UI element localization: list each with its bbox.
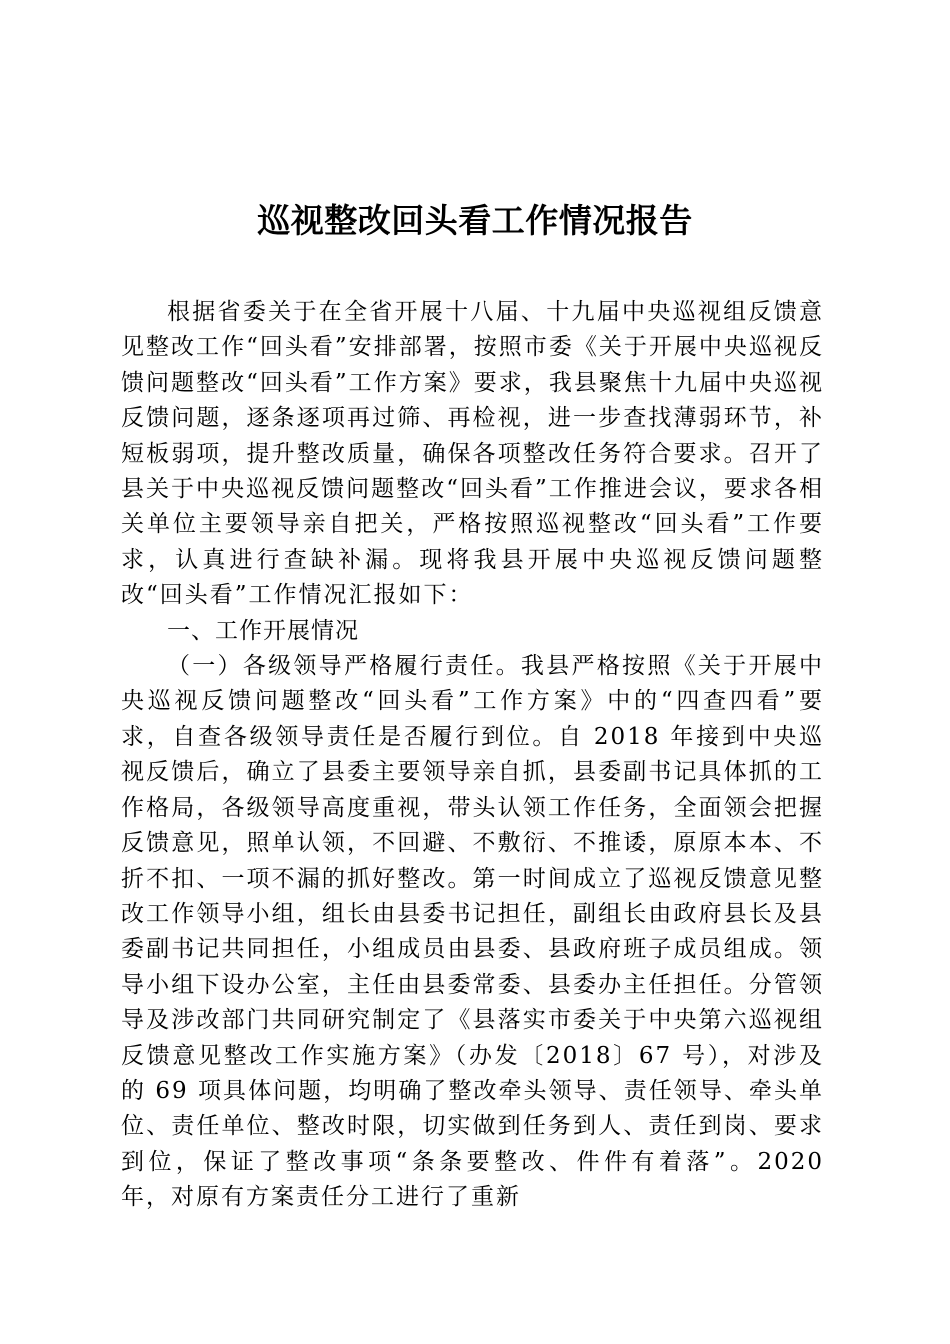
document-body	[121, 295, 824, 1216]
document-title: 巡视整改回头看工作情况报告	[257, 201, 693, 240]
subsection-paragraph	[121, 649, 824, 1216]
subsection-heading: （一）各级领导严格履行责任。	[167, 653, 521, 680]
section-heading: 一、工作开展情况	[167, 617, 359, 644]
intro-paragraph: 根据省委关于在全省开展十八届、十九届中央巡视组反馈意见整改工作“回头看”安排部署，按照市委《关于开展中央巡视反馈问题整改“回头看”工作方案》要求，我县聚焦十九届中央巡视反馈问题，逐条逐项再过筛、再检视，进一步查找薄弱环节，补短板弱项，提升整改质量，确保各项整改任务符合要求。召开了县关于中央巡视反馈问题整改“回头看”工作推进会议，要求各相关单位主要领导亲自把关，严格按照巡视整改“回头看”工作要求，认真进行查缺补漏。现将我县开展中央巡视反馈问题整改“回头看”工作情况汇报如下：	[121, 299, 824, 609]
subsection-body: 我县严格按照《关于开展中央巡视反馈问题整改“回头看”工作方案》中的“四查四看”要求，自查各级领导责任是否履行到位。自 2018 年接到中央巡视反馈后，确立了县委主要领导亲自抓，县委副书记具体抓的工作格局，各级领导高度重视，带头认领工作任务，全面领会把握反馈意见，照单认领，不回避、不敷衍、不推诿，原原本本、不折不扣、一项不漏的抓好整改。第一时间成立了巡视反馈意见整改工作领导小组，组长由县委书记担任，副组长由政府县长及县委副书记共同担任，小组成员由县委、县政府班子成员组成。领导小组下设办公室，主任由县委常委、县委办主任担任。分管领导及涉改部门共同研究制定了《县落实市委关于中央第六巡视组反馈意见整改工作实施方案》（办发〔2018〕67 号），对涉及的 69 项具体问题，均明确了整改牵头领导、责任领导、牵头单位、责任单位、整改时限，切实做到任务到人、责任到岗、要求到位，保证了整改事项“条条要整改、件件有着落”。2020 年，对原有方案责任分工进行了重新	[121, 653, 825, 1211]
